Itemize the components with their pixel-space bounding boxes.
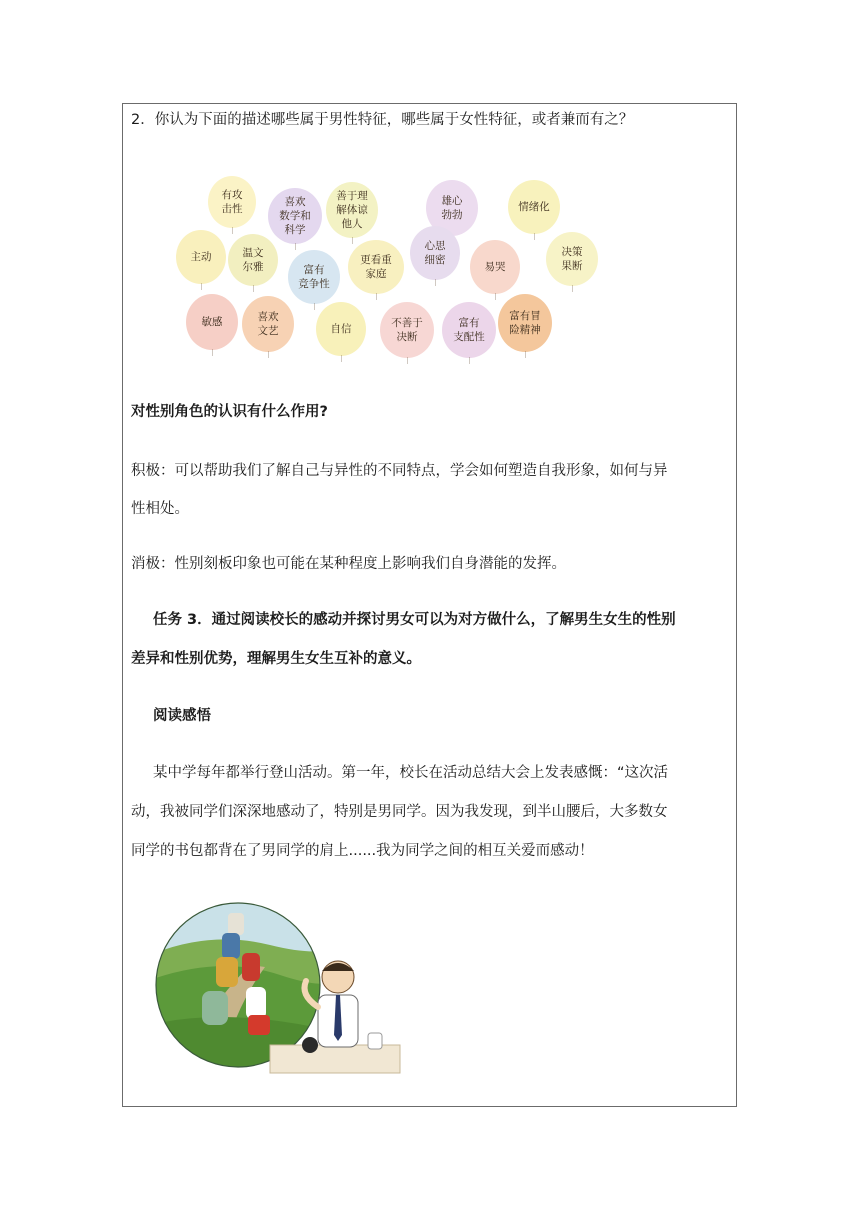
- balloon-trait: 更看重 家庭: [348, 240, 404, 294]
- positive-answer-line1: 积极：可以帮助我们了解自己与异性的不同特点，学会如何塑造自我形象，如何与异: [131, 463, 668, 479]
- balloon-trait: 富有 支配性: [442, 302, 496, 358]
- negative-answer: 消极：性别刻板印象也可能在某种程度上影响我们自身潜能的发挥。: [131, 556, 566, 572]
- balloon-trait: 有攻 击性: [208, 176, 256, 228]
- story-line2: 动，我被同学们深深地感动了，特别是男同学。因为我发现，到半山腰后，大多数女: [131, 804, 668, 820]
- balloon-trait: 雄心 勃勃: [426, 180, 478, 236]
- balloon-trait: 主动: [176, 230, 226, 284]
- balloon-trait: 善于理 解体谅 他人: [326, 182, 378, 238]
- story-line1: 某中学每年都举行登山活动。第一年，校长在活动总结大会上发表感慨：“这次活: [153, 765, 669, 781]
- balloon-trait: 自信: [316, 302, 366, 356]
- balloon-trait: 富有 竞争性: [288, 250, 340, 304]
- balloon-trait: 易哭: [470, 240, 520, 294]
- balloon-trait: 情绪化: [508, 180, 560, 234]
- balloon-trait: 敏感: [186, 294, 238, 350]
- balloon-trait: 决策 果断: [546, 232, 598, 286]
- balloon-trait: 温文 尔雅: [228, 234, 278, 286]
- question-role-heading: 对性别角色的认识有什么作用?: [131, 404, 328, 420]
- positive-answer-line2: 性相处。: [131, 501, 189, 517]
- task3-line1: 任务 3．通过阅读校长的感动并探讨男女可以为对方做什么，了解男生女生的性别: [153, 612, 676, 628]
- balloon-trait: 心思 细密: [410, 226, 460, 280]
- question-2: 2．你认为下面的描述哪些属于男性特征，哪些属于女性特征，或者兼而有之？: [131, 112, 634, 128]
- reading-title: 阅读感悟: [153, 708, 211, 724]
- balloon-trait: 不善于 决断: [380, 302, 434, 358]
- task3-line2: 差异和性别优势，理解男生女生互补的意义。: [131, 651, 421, 667]
- balloon-trait: 喜欢 文艺: [242, 296, 294, 352]
- trait-balloons-illustration: [170, 170, 610, 370]
- balloon-trait: 喜欢 数学和 科学: [268, 188, 322, 244]
- story-line3: 同学的书包都背在了男同学的肩上......我为同学之间的相互关爱而感动！: [131, 843, 594, 859]
- balloon-trait: 富有冒 险精神: [498, 294, 552, 352]
- hiking-illustration: [150, 895, 410, 1075]
